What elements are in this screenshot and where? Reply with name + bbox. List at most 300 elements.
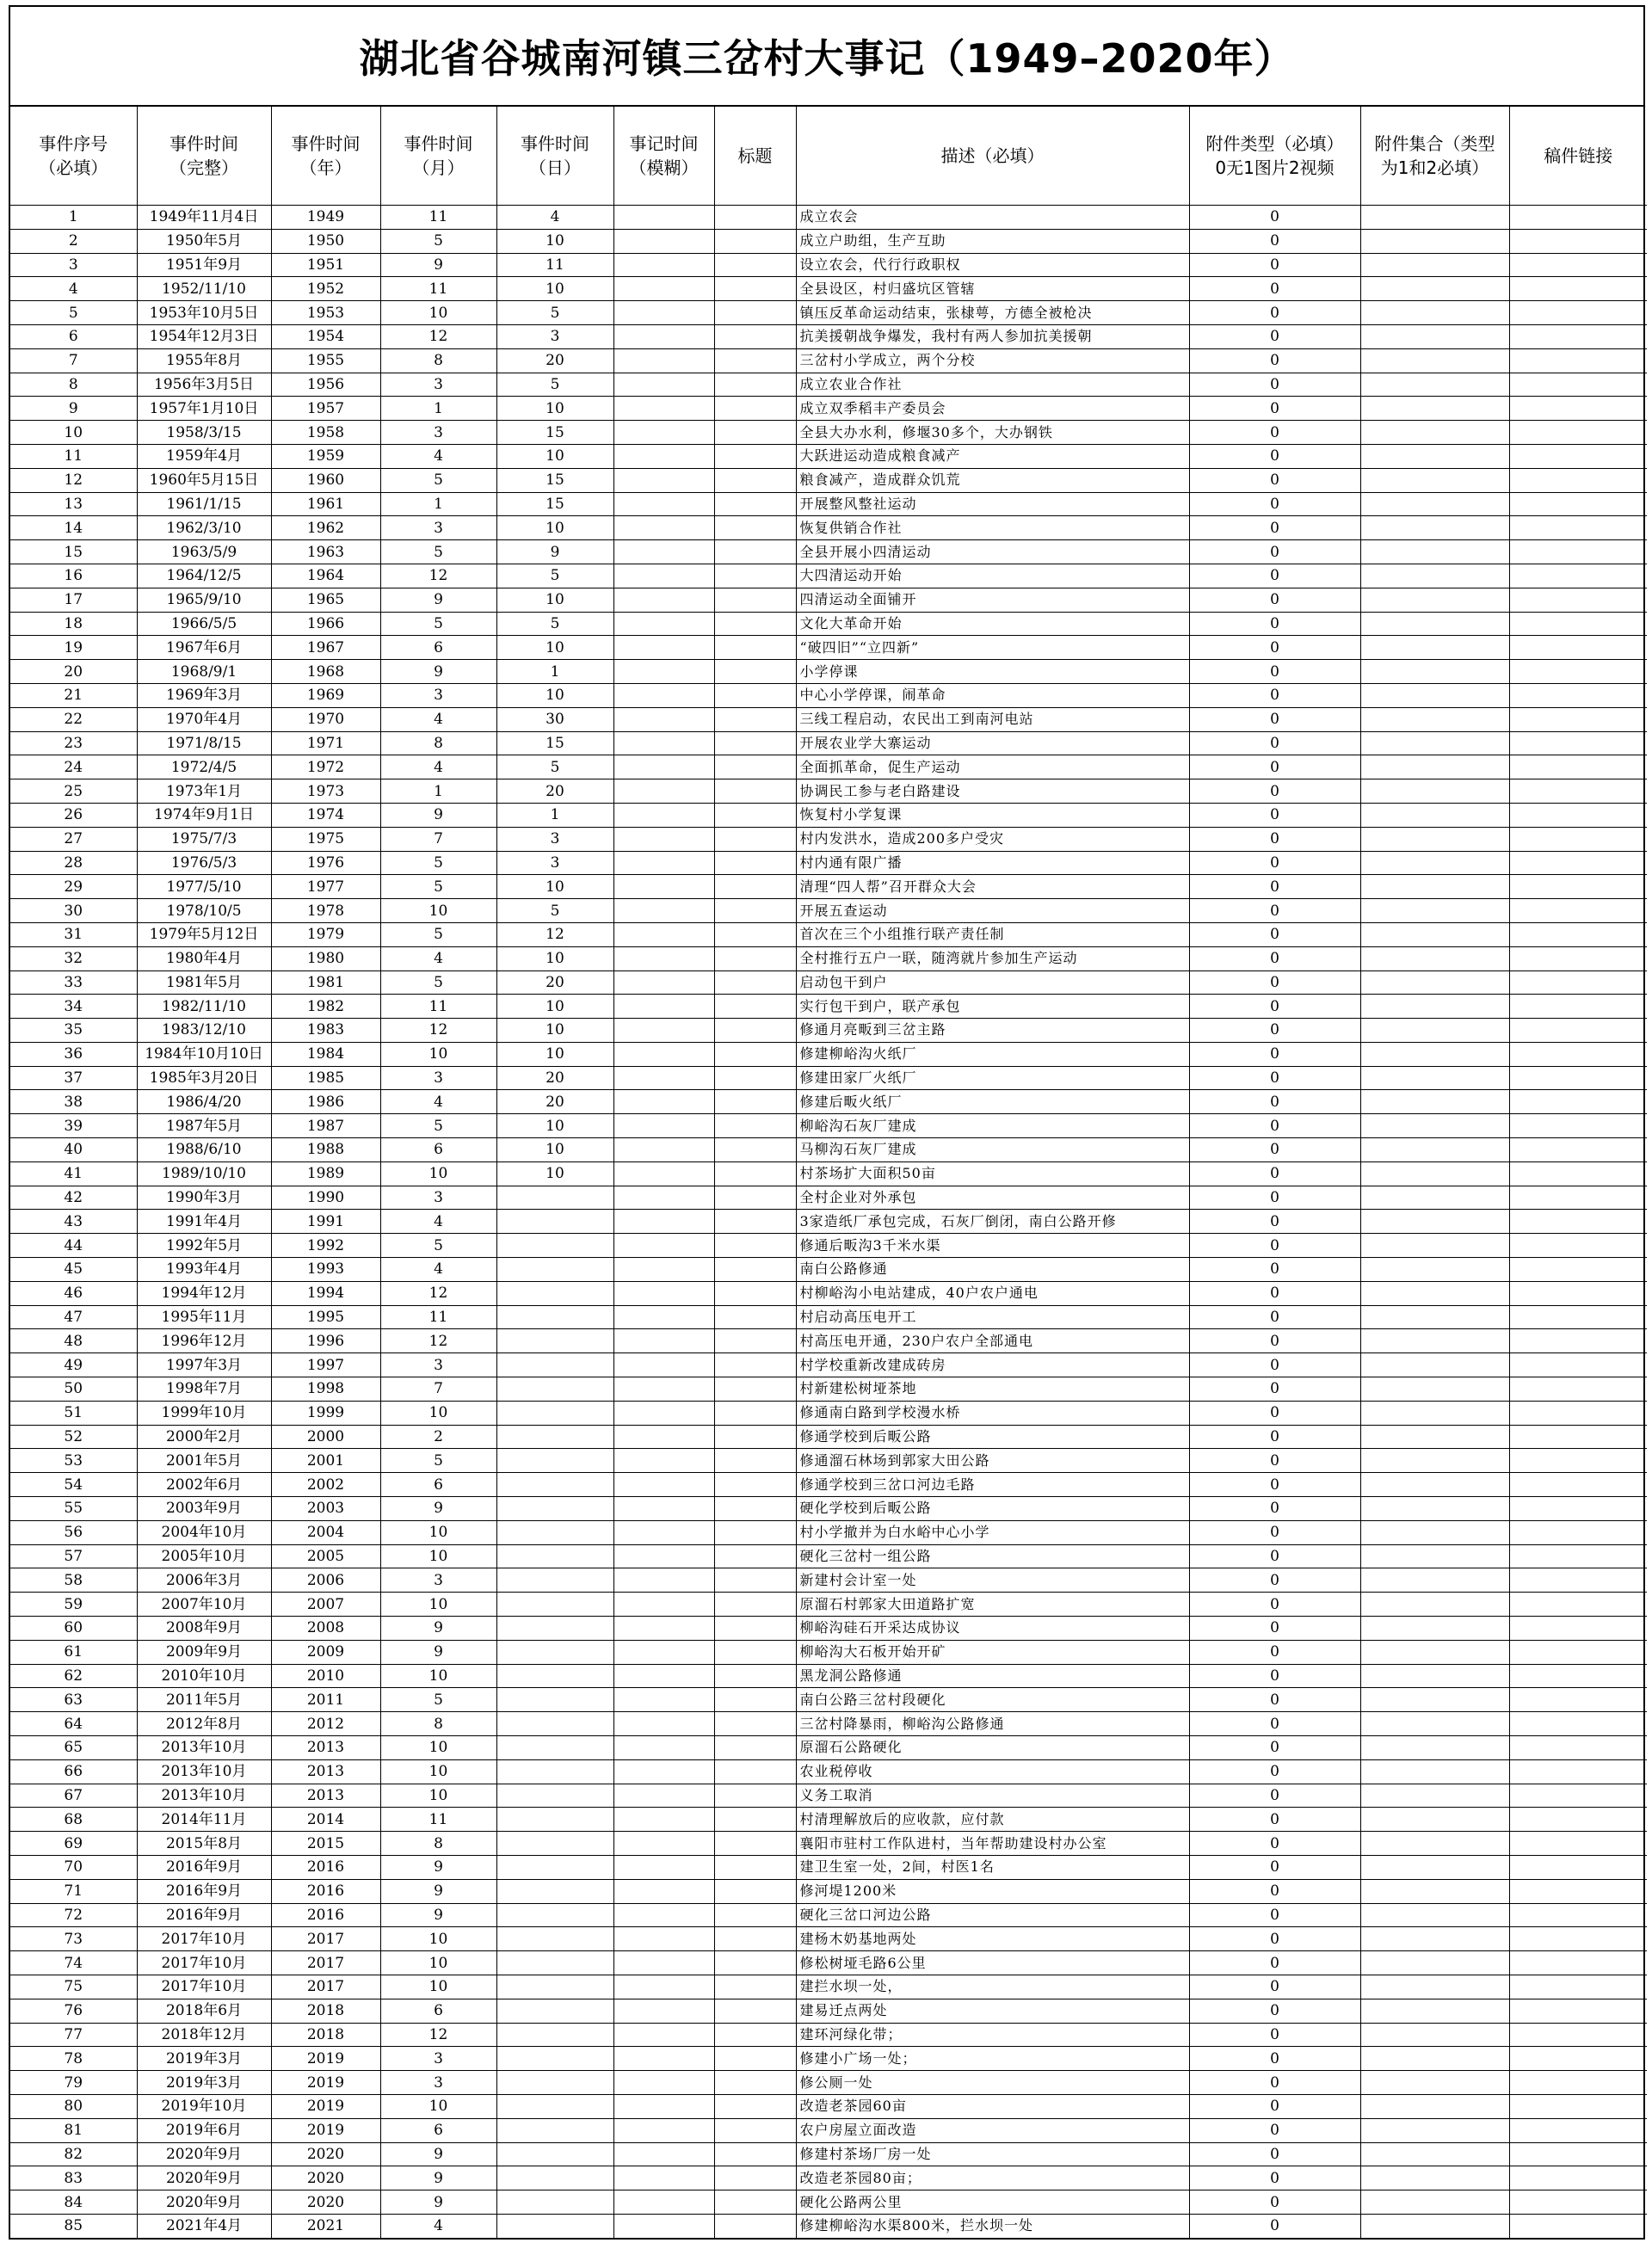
cell-title <box>714 421 796 445</box>
cell-index: 67 <box>10 1784 137 1808</box>
cell-year: 1989 <box>271 1161 380 1186</box>
cell-month: 11 <box>380 995 496 1019</box>
cell-index: 46 <box>10 1281 137 1305</box>
cell-link <box>1509 1951 1647 1975</box>
cell-day <box>496 1879 613 1903</box>
cell-description: 开展整风整社运动 <box>796 492 1189 516</box>
cell-attachment-type: 0 <box>1189 1832 1360 1856</box>
cell-fuzzy-date <box>613 707 714 731</box>
cell-link <box>1509 1736 1647 1760</box>
cell-description: 村柳峪沟小电站建成，40户农户通电 <box>796 1281 1189 1305</box>
cell-link <box>1509 2166 1647 2190</box>
cell-attachment-set <box>1360 755 1509 779</box>
cell-year: 1995 <box>271 1305 380 1329</box>
cell-attachment-type: 0 <box>1189 2190 1360 2215</box>
cell-year: 1955 <box>271 348 380 373</box>
cell-description: 硬化学校到后畈公路 <box>796 1497 1189 1521</box>
cell-title <box>714 707 796 731</box>
cell-day: 12 <box>496 922 613 946</box>
cell-link <box>1509 2071 1647 2095</box>
cell-year: 2006 <box>271 1568 380 1593</box>
cell-attachment-type: 0 <box>1189 1377 1360 1402</box>
cell-title <box>714 1449 796 1473</box>
cell-month: 10 <box>380 1593 496 1617</box>
cell-description: 原溜石公路硬化 <box>796 1736 1189 1760</box>
cell-year: 2003 <box>271 1497 380 1521</box>
cell-description: 全面抓革命，促生产运动 <box>796 755 1189 779</box>
cell-description: 开展农业学大寨运动 <box>796 731 1189 755</box>
cell-month: 5 <box>380 1234 496 1258</box>
cell-index: 82 <box>10 2142 137 2166</box>
table-row <box>10 1234 1647 1258</box>
cell-fuzzy-date <box>613 1066 714 1090</box>
cell-title <box>714 779 796 804</box>
cell-index: 12 <box>10 468 137 492</box>
cell-attachment-type: 0 <box>1189 301 1360 325</box>
cell-link <box>1509 253 1647 277</box>
cell-title <box>714 301 796 325</box>
cell-year: 1990 <box>271 1186 380 1210</box>
cell-link <box>1509 1568 1647 1593</box>
cell-link <box>1509 2214 1647 2237</box>
cell-month: 4 <box>380 1090 496 1114</box>
cell-year: 1957 <box>271 397 380 421</box>
cell-year: 1974 <box>271 803 380 827</box>
cell-index: 55 <box>10 1497 137 1521</box>
cell-attachment-set <box>1360 1114 1509 1138</box>
cell-index: 11 <box>10 444 137 468</box>
cell-day <box>496 1593 613 1617</box>
cell-index: 59 <box>10 1593 137 1617</box>
table-body <box>10 206 1647 2238</box>
cell-year: 2013 <box>271 1784 380 1808</box>
cell-year: 1961 <box>271 492 380 516</box>
cell-attachment-set <box>1360 1544 1509 1568</box>
cell-month: 10 <box>380 1401 496 1425</box>
cell-month: 1 <box>380 397 496 421</box>
table-row <box>10 540 1647 564</box>
cell-year: 2015 <box>271 1832 380 1856</box>
cell-index: 13 <box>10 492 137 516</box>
table-row <box>10 1090 1647 1114</box>
cell-month: 3 <box>380 1353 496 1377</box>
col-year-header: 事件时间 （年） <box>271 107 380 206</box>
cell-index: 17 <box>10 588 137 612</box>
cell-attachment-type: 0 <box>1189 1975 1360 1999</box>
cell-attachment-set <box>1360 1281 1509 1305</box>
cell-full-date: 2013年10月 <box>137 1759 271 1784</box>
cell-full-date: 2015年8月 <box>137 1832 271 1856</box>
cell-description: 柳峪沟大石板开始开矿 <box>796 1640 1189 1664</box>
table-row <box>10 1473 1647 1497</box>
cell-title <box>714 1688 796 1712</box>
table-row <box>10 564 1647 588</box>
table-row <box>10 1520 1647 1544</box>
cell-description: 粮食减产，造成群众饥荒 <box>796 468 1189 492</box>
cell-link <box>1509 1617 1647 1641</box>
cell-link <box>1509 1712 1647 1736</box>
cell-full-date: 2011年5月 <box>137 1688 271 1712</box>
cell-attachment-set <box>1360 588 1509 612</box>
cell-title <box>714 1425 796 1449</box>
cell-day: 10 <box>496 1019 613 1043</box>
cell-year: 1967 <box>271 636 380 660</box>
cell-full-date: 2017年10月 <box>137 1927 271 1951</box>
cell-year: 2020 <box>271 2190 380 2215</box>
cell-link <box>1509 2118 1647 2142</box>
cell-full-date: 1953年10月5日 <box>137 301 271 325</box>
cell-year: 2016 <box>271 1879 380 1903</box>
cell-attachment-set <box>1360 1855 1509 1879</box>
cell-full-date: 1958/3/15 <box>137 421 271 445</box>
cell-full-date: 1970年4月 <box>137 707 271 731</box>
cell-day <box>496 1736 613 1760</box>
cell-day <box>496 1999 613 2023</box>
cell-full-date: 2003年9月 <box>137 1497 271 1521</box>
cell-description: 南白公路三岔村段硬化 <box>796 1688 1189 1712</box>
cell-attachment-type: 0 <box>1189 707 1360 731</box>
cell-link <box>1509 1879 1647 1903</box>
cell-title <box>714 229 796 253</box>
cell-year: 2012 <box>271 1712 380 1736</box>
cell-month: 5 <box>380 851 496 875</box>
table-row <box>10 468 1647 492</box>
cell-attachment-type: 0 <box>1189 516 1360 540</box>
cell-link <box>1509 946 1647 970</box>
cell-year: 1986 <box>271 1090 380 1114</box>
cell-fuzzy-date <box>613 2094 714 2118</box>
cell-day <box>496 2214 613 2237</box>
cell-link <box>1509 1425 1647 1449</box>
cell-month: 3 <box>380 421 496 445</box>
cell-attachment-set <box>1360 1066 1509 1090</box>
cell-day: 15 <box>496 421 613 445</box>
cell-year: 1973 <box>271 779 380 804</box>
cell-year: 1983 <box>271 1019 380 1043</box>
cell-fuzzy-date <box>613 1879 714 1903</box>
cell-attachment-type: 0 <box>1189 540 1360 564</box>
cell-link <box>1509 683 1647 707</box>
cell-description: 柳峪沟硅石开采达成协议 <box>796 1617 1189 1641</box>
cell-day <box>496 1210 613 1234</box>
table-row <box>10 683 1647 707</box>
cell-attachment-set <box>1360 373 1509 397</box>
cell-link <box>1509 2023 1647 2047</box>
cell-attachment-set <box>1360 1090 1509 1114</box>
cell-full-date: 1988/6/10 <box>137 1138 271 1162</box>
cell-index: 71 <box>10 1879 137 1903</box>
cell-title <box>714 277 796 301</box>
cell-link <box>1509 1377 1647 1402</box>
cell-month: 3 <box>380 1568 496 1593</box>
table-row <box>10 1305 1647 1329</box>
cell-title <box>714 397 796 421</box>
cell-month: 10 <box>380 1736 496 1760</box>
cell-day <box>496 1688 613 1712</box>
cell-index: 85 <box>10 2214 137 2237</box>
cell-attachment-type: 0 <box>1189 492 1360 516</box>
cell-full-date: 1974年9月1日 <box>137 803 271 827</box>
cell-attachment-set <box>1360 1568 1509 1593</box>
cell-day <box>496 2071 613 2095</box>
cell-day <box>496 2118 613 2142</box>
cell-index: 69 <box>10 1832 137 1856</box>
spreadsheet <box>9 5 1645 2240</box>
cell-title <box>714 995 796 1019</box>
cell-full-date: 1957年1月10日 <box>137 397 271 421</box>
cell-full-date: 2000年2月 <box>137 1425 271 1449</box>
cell-fuzzy-date <box>613 2047 714 2071</box>
cell-title <box>714 2142 796 2166</box>
cell-link <box>1509 540 1647 564</box>
cell-description: 镇压反革命运动结束，张棣萼，方德全被枪决 <box>796 301 1189 325</box>
cell-year: 1984 <box>271 1042 380 1066</box>
cell-description: 南白公路修通 <box>796 1258 1189 1282</box>
cell-link <box>1509 1401 1647 1425</box>
cell-fuzzy-date <box>613 779 714 804</box>
cell-full-date: 2021年4月 <box>137 2214 271 2237</box>
cell-attachment-type: 0 <box>1189 1473 1360 1497</box>
table-row <box>10 1951 1647 1975</box>
cell-month: 11 <box>380 1305 496 1329</box>
cell-description: 启动包干到户 <box>796 970 1189 995</box>
cell-year: 1999 <box>271 1401 380 1425</box>
table-row <box>10 1281 1647 1305</box>
cell-year: 2017 <box>271 1927 380 1951</box>
cell-index: 65 <box>10 1736 137 1760</box>
cell-full-date: 2019年6月 <box>137 2118 271 2142</box>
cell-year: 1976 <box>271 851 380 875</box>
cell-link <box>1509 1234 1647 1258</box>
cell-title <box>714 348 796 373</box>
table-row <box>10 2023 1647 2047</box>
cell-year: 2002 <box>271 1473 380 1497</box>
cell-index: 25 <box>10 779 137 804</box>
cell-attachment-set <box>1360 2023 1509 2047</box>
cell-attachment-set <box>1360 1377 1509 1402</box>
cell-description: 小学停课 <box>796 660 1189 684</box>
cell-description: 硬化公路两公里 <box>796 2190 1189 2215</box>
cell-day <box>496 1664 613 1688</box>
cell-description: 原溜石村郭家大田道路扩宽 <box>796 1593 1189 1617</box>
cell-attachment-type: 0 <box>1189 348 1360 373</box>
cell-fuzzy-date <box>613 995 714 1019</box>
cell-day: 5 <box>496 373 613 397</box>
cell-attachment-type: 0 <box>1189 2047 1360 2071</box>
cell-year: 2018 <box>271 1999 380 2023</box>
cell-link <box>1509 1090 1647 1114</box>
cell-title <box>714 1377 796 1402</box>
cell-fuzzy-date <box>613 1544 714 1568</box>
cell-full-date: 2013年10月 <box>137 1736 271 1760</box>
cell-fuzzy-date <box>613 1449 714 1473</box>
cell-attachment-set <box>1360 1425 1509 1449</box>
col-title-header: 标题 <box>714 107 796 206</box>
cell-attachment-type: 0 <box>1189 1712 1360 1736</box>
cell-link <box>1509 995 1647 1019</box>
cell-year: 2017 <box>271 1975 380 1999</box>
cell-title <box>714 1186 796 1210</box>
cell-attachment-set <box>1360 612 1509 636</box>
cell-description: 成立农业合作社 <box>796 373 1189 397</box>
table-row <box>10 1927 1647 1951</box>
cell-full-date: 1971/8/15 <box>137 731 271 755</box>
cell-attachment-set <box>1360 2214 1509 2237</box>
cell-description: 建拦水坝一处， <box>796 1975 1189 1999</box>
cell-attachment-set <box>1360 1688 1509 1712</box>
table-row <box>10 1161 1647 1186</box>
cell-attachment-set <box>1360 348 1509 373</box>
cell-full-date: 1956年3月5日 <box>137 373 271 397</box>
cell-day: 10 <box>496 1042 613 1066</box>
cell-day: 15 <box>496 492 613 516</box>
cell-link <box>1509 1759 1647 1784</box>
table-row <box>10 1258 1647 1282</box>
cell-year: 1972 <box>271 755 380 779</box>
cell-year: 1985 <box>271 1066 380 1090</box>
table-row <box>10 2190 1647 2215</box>
cell-month: 12 <box>380 564 496 588</box>
cell-description: 实行包干到户，联产承包 <box>796 995 1189 1019</box>
cell-description: 三线工程启动，农民出工到南河电站 <box>796 707 1189 731</box>
cell-attachment-set <box>1360 1520 1509 1544</box>
cell-day: 10 <box>496 516 613 540</box>
cell-title <box>714 588 796 612</box>
cell-attachment-type: 0 <box>1189 2094 1360 2118</box>
table-row <box>10 1808 1647 1832</box>
cell-day <box>496 2023 613 2047</box>
table-row <box>10 1832 1647 1856</box>
cell-index: 22 <box>10 707 137 731</box>
cell-day <box>496 1258 613 1282</box>
table-row <box>10 1688 1647 1712</box>
table-row <box>10 301 1647 325</box>
cell-fuzzy-date <box>613 492 714 516</box>
cell-link <box>1509 301 1647 325</box>
cell-attachment-set <box>1360 803 1509 827</box>
cell-full-date: 1960年5月15日 <box>137 468 271 492</box>
cell-full-date: 2019年10月 <box>137 2094 271 2118</box>
cell-index: 74 <box>10 1951 137 1975</box>
cell-day: 10 <box>496 1114 613 1138</box>
cell-attachment-type: 0 <box>1189 755 1360 779</box>
cell-title <box>714 1520 796 1544</box>
cell-day: 10 <box>496 588 613 612</box>
cell-attachment-type: 0 <box>1189 1329 1360 1353</box>
cell-attachment-set <box>1360 995 1509 1019</box>
cell-attachment-set <box>1360 229 1509 253</box>
cell-full-date: 1978/10/5 <box>137 899 271 923</box>
cell-fuzzy-date <box>613 1258 714 1282</box>
cell-full-date: 1969年3月 <box>137 683 271 707</box>
cell-attachment-set <box>1360 2094 1509 2118</box>
cell-full-date: 1990年3月 <box>137 1186 271 1210</box>
cell-index: 35 <box>10 1019 137 1043</box>
cell-year: 2020 <box>271 2142 380 2166</box>
table-row <box>10 1019 1647 1043</box>
cell-month: 5 <box>380 875 496 899</box>
cell-title <box>714 1305 796 1329</box>
cell-link <box>1509 1186 1647 1210</box>
cell-link <box>1509 1640 1647 1664</box>
cell-title <box>714 1329 796 1353</box>
cell-fuzzy-date <box>613 1042 714 1066</box>
cell-fuzzy-date <box>613 803 714 827</box>
cell-index: 52 <box>10 1425 137 1449</box>
cell-month: 5 <box>380 922 496 946</box>
cell-year: 2020 <box>271 2166 380 2190</box>
cell-attachment-type: 0 <box>1189 564 1360 588</box>
cell-day: 10 <box>496 946 613 970</box>
cell-attachment-type: 0 <box>1189 1210 1360 1234</box>
table-row <box>10 2071 1647 2095</box>
cell-month: 3 <box>380 2071 496 2095</box>
cell-day <box>496 1520 613 1544</box>
cell-attachment-set <box>1360 2166 1509 2190</box>
cell-description: 村清理解放后的应收款，应付款 <box>796 1808 1189 1832</box>
cell-year: 1987 <box>271 1114 380 1138</box>
cell-index: 78 <box>10 2047 137 2071</box>
cell-year: 1960 <box>271 468 380 492</box>
table-row <box>10 1617 1647 1641</box>
cell-year: 1962 <box>271 516 380 540</box>
cell-month: 5 <box>380 970 496 995</box>
cell-day <box>496 1497 613 1521</box>
cell-day <box>496 1329 613 1353</box>
cell-attachment-type: 0 <box>1189 1449 1360 1473</box>
cell-fuzzy-date <box>613 636 714 660</box>
cell-attachment-type: 0 <box>1189 660 1360 684</box>
cell-year: 2007 <box>271 1593 380 1617</box>
cell-fuzzy-date <box>613 922 714 946</box>
cell-fuzzy-date <box>613 468 714 492</box>
cell-attachment-set <box>1360 444 1509 468</box>
cell-full-date: 2018年6月 <box>137 1999 271 2023</box>
cell-month: 6 <box>380 2118 496 2142</box>
cell-fuzzy-date <box>613 2071 714 2095</box>
cell-attachment-set <box>1360 1617 1509 1641</box>
cell-link <box>1509 1664 1647 1688</box>
cell-description: 修河堤1200米 <box>796 1879 1189 1903</box>
cell-attachment-type: 0 <box>1189 324 1360 348</box>
cell-index: 73 <box>10 1927 137 1951</box>
cell-month: 12 <box>380 1019 496 1043</box>
cell-full-date: 2008年9月 <box>137 1617 271 1641</box>
cell-attachment-set <box>1360 206 1509 230</box>
col-month-header: 事件时间 （月） <box>380 107 496 206</box>
cell-index: 83 <box>10 2166 137 2190</box>
cell-full-date: 1982/11/10 <box>137 995 271 1019</box>
table-row <box>10 397 1647 421</box>
cell-description: 修建村茶场厂房一处 <box>796 2142 1189 2166</box>
cell-day: 5 <box>496 755 613 779</box>
cell-fuzzy-date <box>613 1999 714 2023</box>
cell-fuzzy-date <box>613 229 714 253</box>
cell-title <box>714 373 796 397</box>
cell-attachment-set <box>1360 2142 1509 2166</box>
cell-title <box>714 1927 796 1951</box>
cell-attachment-set <box>1360 731 1509 755</box>
table-row <box>10 851 1647 875</box>
cell-description: 全村推行五户一联，随湾就片参加生产运动 <box>796 946 1189 970</box>
cell-month: 9 <box>380 1497 496 1521</box>
cell-year: 1958 <box>271 421 380 445</box>
cell-year: 1981 <box>271 970 380 995</box>
cell-attachment-type: 0 <box>1189 1186 1360 1210</box>
cell-month: 11 <box>380 1808 496 1832</box>
cell-description: 村茶场扩大面积50亩 <box>796 1161 1189 1186</box>
cell-fuzzy-date <box>613 1353 714 1377</box>
